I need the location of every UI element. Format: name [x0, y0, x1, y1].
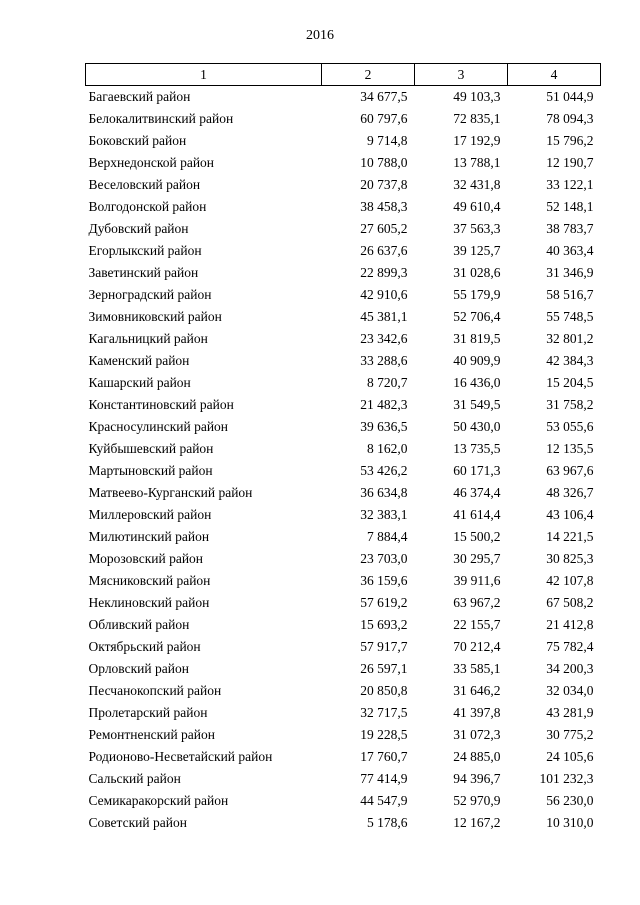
value-cell-col-2: 27 605,2 [360, 221, 408, 236]
table-row [86, 130, 601, 152]
value-cell-col-2: 20 737,8 [360, 177, 408, 192]
value-cell-col-3: 46 374,4 [453, 485, 501, 500]
table-row [86, 86, 601, 109]
value-cell-col-2: 7 884,4 [367, 529, 408, 544]
value-cell-col-4: 42 107,8 [546, 573, 594, 588]
value-cell-col-3: 22 155,7 [453, 617, 501, 632]
column-header-2: 2 [322, 64, 415, 86]
data-table [85, 63, 601, 834]
value-cell-col-4: 43 106,4 [546, 507, 594, 522]
header-row [86, 64, 601, 86]
value-cell-col-3: 13 788,1 [453, 155, 501, 170]
district-name-cell: Боковский район [88, 133, 187, 148]
value-cell-col-3: 55 179,9 [453, 287, 501, 302]
value-cell-col-3: 49 103,3 [453, 89, 501, 104]
value-cell-col-4: 32 034,0 [546, 683, 594, 698]
table-row [86, 438, 601, 460]
value-cell-col-2: 42 910,6 [360, 287, 408, 302]
value-cell-col-4: 24 105,6 [546, 749, 594, 764]
value-cell-col-4: 42 384,3 [546, 353, 594, 368]
table-row [86, 504, 601, 526]
value-cell-col-2: 36 634,8 [360, 485, 408, 500]
value-cell-col-2: 33 288,6 [360, 353, 408, 368]
value-cell-col-2: 21 482,3 [360, 397, 408, 412]
district-name-cell: Миллеровский район [88, 507, 212, 522]
value-cell-col-4: 43 281,9 [546, 705, 594, 720]
district-name-cell: Пролетарский район [88, 705, 208, 720]
table-row [86, 416, 601, 438]
value-cell-col-3: 17 192,9 [453, 133, 501, 148]
table-row [86, 570, 601, 592]
value-cell-col-2: 45 381,1 [360, 309, 408, 324]
value-cell-col-4: 31 346,9 [546, 265, 594, 280]
table-row [86, 174, 601, 196]
column-header-1: 1 [86, 64, 322, 86]
value-cell-col-4: 51 044,9 [546, 89, 594, 104]
value-cell-col-4: 15 796,2 [546, 133, 594, 148]
value-cell-col-2: 38 458,3 [360, 199, 408, 214]
table-row [86, 526, 601, 548]
value-cell-col-4: 38 783,7 [546, 221, 594, 236]
value-cell-col-2: 60 797,6 [360, 111, 408, 126]
value-cell-col-2: 8 162,0 [367, 441, 408, 456]
table-row [86, 284, 601, 306]
table-row [86, 218, 601, 240]
table-row [86, 680, 601, 702]
value-cell-col-2: 57 917,7 [360, 639, 408, 654]
district-name-cell: Белокалитвинский район [88, 111, 234, 126]
value-cell-col-3: 31 028,6 [453, 265, 501, 280]
value-cell-col-3: 31 819,5 [453, 331, 501, 346]
table-row [86, 196, 601, 218]
value-cell-col-2: 10 788,0 [360, 155, 408, 170]
value-cell-col-2: 9 714,8 [367, 133, 408, 148]
table-row [86, 328, 601, 350]
value-cell-col-4: 34 200,3 [546, 661, 594, 676]
value-cell-col-4: 67 508,2 [546, 595, 594, 610]
value-cell-col-4: 30 825,3 [546, 551, 594, 566]
district-name-cell: Дубовский район [88, 221, 189, 236]
value-cell-col-3: 31 646,2 [453, 683, 501, 698]
district-name-cell: Зерноградский район [88, 287, 212, 302]
district-name-cell: Веселовский район [88, 177, 201, 192]
district-name-cell: Каменский район [88, 353, 190, 368]
table-row [86, 592, 601, 614]
value-cell-col-4: 52 148,1 [546, 199, 594, 214]
district-name-cell: Родионово-Несветайский район [88, 749, 273, 764]
table-row [86, 702, 601, 724]
value-cell-col-3: 32 431,8 [453, 177, 501, 192]
value-cell-col-4: 15 204,5 [546, 375, 594, 390]
page-number: 2016 [306, 28, 334, 43]
value-cell-col-3: 24 885,0 [453, 749, 501, 764]
value-cell-col-3: 12 167,2 [453, 815, 501, 830]
district-name-cell: Обливский район [88, 617, 190, 632]
value-cell-col-4: 12 135,5 [546, 441, 594, 456]
value-cell-col-3: 72 835,1 [453, 111, 501, 126]
district-name-cell: Волгодонской район [88, 199, 207, 214]
value-cell-col-3: 41 614,4 [453, 507, 501, 522]
table-row [86, 768, 601, 790]
value-cell-col-4: 101 232,3 [539, 771, 594, 786]
value-cell-col-4: 40 363,4 [546, 243, 594, 258]
value-cell-col-4: 78 094,3 [546, 111, 594, 126]
value-cell-col-4: 30 775,2 [546, 727, 594, 742]
value-cell-col-4: 31 758,2 [546, 397, 594, 412]
value-cell-col-3: 39 125,7 [453, 243, 501, 258]
table-row [86, 240, 601, 262]
district-name-cell: Семикаракорский район [88, 793, 229, 808]
value-cell-col-2: 57 619,2 [360, 595, 408, 610]
value-cell-col-3: 13 735,5 [453, 441, 501, 456]
district-name-cell: Милютинский район [88, 529, 210, 544]
district-name-cell: Заветинский район [88, 265, 199, 280]
value-cell-col-3: 41 397,8 [453, 705, 501, 720]
district-name-cell: Мартыновский район [88, 463, 213, 478]
value-cell-col-4: 75 782,4 [546, 639, 594, 654]
district-name-cell: Багаевский район [88, 89, 191, 104]
table-row [86, 746, 601, 768]
value-cell-col-2: 26 637,6 [360, 243, 408, 258]
district-name-cell: Октябрьский район [88, 639, 201, 654]
table-row [86, 724, 601, 746]
table-row [86, 614, 601, 636]
value-cell-col-4: 53 055,6 [546, 419, 594, 434]
value-cell-col-3: 37 563,3 [453, 221, 501, 236]
value-cell-col-2: 17 760,7 [360, 749, 408, 764]
value-cell-col-4: 12 190,7 [546, 155, 594, 170]
column-header-4: 4 [508, 64, 601, 86]
value-cell-col-4: 21 412,8 [546, 617, 594, 632]
district-name-cell: Мясниковский район [88, 573, 211, 588]
district-name-cell: Куйбышевский район [88, 441, 214, 456]
value-cell-col-4: 48 326,7 [546, 485, 594, 500]
district-name-cell: Зимовниковский район [88, 309, 222, 324]
value-cell-col-2: 36 159,6 [360, 573, 408, 588]
district-name-cell: Кагальницкий район [88, 331, 208, 346]
table-row [86, 482, 601, 504]
value-cell-col-3: 31 549,5 [453, 397, 501, 412]
value-cell-col-4: 58 516,7 [546, 287, 594, 302]
value-cell-col-3: 15 500,2 [453, 529, 501, 544]
table-row [86, 108, 601, 130]
district-name-cell: Кашарский район [88, 375, 191, 390]
value-cell-col-3: 33 585,1 [453, 661, 501, 676]
column-header-3: 3 [415, 64, 508, 86]
value-cell-col-2: 26 597,1 [360, 661, 408, 676]
table-row [86, 306, 601, 328]
value-cell-col-3: 30 295,7 [453, 551, 501, 566]
value-cell-col-2: 15 693,2 [360, 617, 408, 632]
table-body [86, 86, 601, 835]
value-cell-col-3: 31 072,3 [453, 727, 501, 742]
value-cell-col-3: 60 171,3 [453, 463, 501, 478]
district-name-cell: Песчанокопский район [88, 683, 222, 698]
value-cell-col-3: 52 970,9 [453, 793, 501, 808]
table-row [86, 658, 601, 680]
value-cell-col-2: 23 342,6 [360, 331, 408, 346]
value-cell-col-2: 22 899,3 [360, 265, 408, 280]
district-name-cell: Орловский район [88, 661, 189, 676]
value-cell-col-2: 32 717,5 [360, 705, 408, 720]
value-cell-col-4: 32 801,2 [546, 331, 594, 346]
value-cell-col-3: 16 436,0 [453, 375, 501, 390]
value-cell-col-3: 49 610,4 [453, 199, 501, 214]
value-cell-col-4: 10 310,0 [546, 815, 594, 830]
value-cell-col-3: 40 909,9 [453, 353, 501, 368]
table-row [86, 262, 601, 284]
district-name-cell: Неклиновский район [88, 595, 210, 610]
value-cell-col-3: 63 967,2 [453, 595, 501, 610]
value-cell-col-2: 44 547,9 [360, 793, 408, 808]
value-cell-col-3: 39 911,6 [453, 573, 501, 588]
value-cell-col-2: 32 383,1 [360, 507, 408, 522]
table-row [86, 812, 601, 834]
value-cell-col-3: 94 396,7 [453, 771, 501, 786]
table-row [86, 548, 601, 570]
table-row [86, 636, 601, 658]
table-row [86, 394, 601, 416]
district-name-cell: Константиновский район [88, 397, 234, 412]
table-row [86, 152, 601, 174]
value-cell-col-2: 5 178,6 [367, 815, 408, 830]
value-cell-col-4: 33 122,1 [546, 177, 594, 192]
value-cell-col-2: 19 228,5 [360, 727, 408, 742]
value-cell-col-2: 20 850,8 [360, 683, 408, 698]
table-row [86, 372, 601, 394]
district-name-cell: Советский район [88, 815, 187, 830]
value-cell-col-4: 55 748,5 [546, 309, 594, 324]
value-cell-col-4: 56 230,0 [546, 793, 594, 808]
value-cell-col-2: 39 636,5 [360, 419, 408, 434]
district-name-cell: Морозовский район [88, 551, 204, 566]
district-name-cell: Сальский район [88, 771, 181, 786]
table-row [86, 350, 601, 372]
value-cell-col-3: 52 706,4 [453, 309, 501, 324]
value-cell-col-2: 23 703,0 [360, 551, 408, 566]
district-name-cell: Верхнедонской район [88, 155, 215, 170]
table-row [86, 460, 601, 482]
value-cell-col-4: 63 967,6 [546, 463, 594, 478]
value-cell-col-2: 8 720,7 [367, 375, 408, 390]
district-name-cell: Красносулинский район [88, 419, 229, 434]
table-header [86, 64, 601, 86]
district-name-cell: Ремонтненский район [88, 727, 215, 742]
value-cell-col-3: 50 430,0 [453, 419, 501, 434]
district-name-cell: Матвеево-Курганский район [88, 485, 253, 500]
value-cell-col-2: 53 426,2 [360, 463, 408, 478]
table-row [86, 790, 601, 812]
district-name-cell: Егорлыкский район [88, 243, 202, 258]
value-cell-col-2: 34 677,5 [360, 89, 408, 104]
value-cell-col-4: 14 221,5 [546, 529, 594, 544]
value-cell-col-3: 70 212,4 [453, 639, 501, 654]
value-cell-col-2: 77 414,9 [360, 771, 408, 786]
